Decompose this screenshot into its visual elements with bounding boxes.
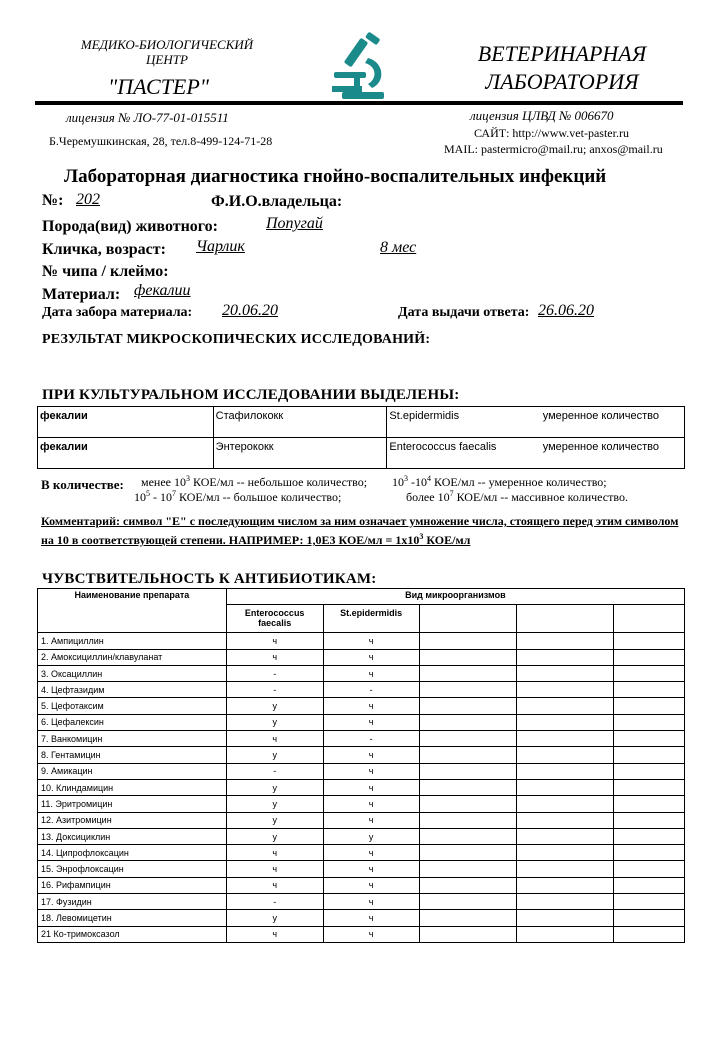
sensitivity-cell: ч [323,649,419,665]
collected-label: Дата забора материала: [42,305,193,320]
license-right: лицензия ЦЛВД № 006670 [470,108,614,123]
qty-text: КОЕ/мл -- большое количество; [176,490,342,504]
culture-species: Enterococcus faecalis [387,438,541,469]
empty-cell [419,845,517,861]
col-drug-header: Наименование препарата [38,589,227,633]
sensitivity-cell: у [226,779,323,795]
sensitivity-cell: - [226,682,323,698]
empty-cell [614,731,685,747]
empty-cell [419,812,517,828]
empty-cell [419,665,517,681]
empty-cell [517,665,614,681]
empty-cell [419,926,517,942]
site-label: САЙТ: [474,126,513,140]
col-group-header: Вид микроорганизмов [226,589,684,605]
empty-cell [517,812,614,828]
sensitivity-cell: - [323,682,419,698]
qty-text: менее 10 [141,475,186,489]
culture-species: St.epidermidis [387,407,541,438]
empty-cell [517,861,614,877]
sensitivity-cell: ч [323,910,419,926]
antibiotic-table [37,588,685,943]
sensitivity-cell: ч [323,812,419,828]
table-row [38,812,685,828]
sensitivity-cell: ч [323,894,419,910]
empty-cell [419,877,517,893]
empty-cell [614,828,685,844]
empty-cell [419,682,517,698]
quantity-label: В количестве: [41,477,124,492]
sensitivity-cell: ч [226,845,323,861]
empty-cell [614,796,685,812]
empty-cell [614,861,685,877]
mail-label: MAIL: [444,142,481,156]
table-row [38,828,685,844]
sensitivity-cell: ч [323,796,419,812]
empty-cell [517,845,614,861]
table-row [38,714,685,730]
sensitivity-cell: ч [323,877,419,893]
empty-cell [614,763,685,779]
drug-name-cell: 11. Эритромицин [38,796,227,812]
empty-cell [419,779,517,795]
org-name: "ПАСТЕР" [108,74,210,99]
table-row [38,698,685,714]
sensitivity-cell: ч [323,926,419,942]
table-row [38,926,685,942]
sensitivity-cell: - [226,763,323,779]
sensitivity-cell: у [226,714,323,730]
sensitivity-cell: ч [323,845,419,861]
culture-heading: ПРИ КУЛЬТУРАЛЬНОМ ИССЛЕДОВАНИИ ВЫДЕЛЕНЫ: [42,387,460,403]
sensitivity-cell: у [226,910,323,926]
drug-name-cell: 1. Ампициллин [38,633,227,649]
table-row [38,633,685,649]
microscope-logo-icon [332,32,394,100]
culture-table [37,406,685,469]
site-link[interactable]: http://www.vet-paster.ru [512,126,629,140]
drug-name-cell: 12. Азитромицин [38,812,227,828]
sensitivity-cell: ч [323,779,419,795]
org-line-1: МЕДИКО-БИОЛОГИЧЕСКИЙ [80,37,254,52]
breed-label: Порода(вид) животного: [42,218,218,235]
qty-text: КОЕ/мл -- массивное количество. [453,490,628,504]
table-row [38,682,685,698]
empty-cell [517,714,614,730]
empty-cell [419,698,517,714]
empty-cell [517,877,614,893]
drug-name-cell: 2. Амоксициллин/клавуланат [38,649,227,665]
empty-cell [614,605,685,633]
empty-cell [614,633,685,649]
table-row [38,894,685,910]
empty-cell [614,682,685,698]
quantity-line-1b [392,474,607,490]
sensitivity-cell: у [226,698,323,714]
empty-cell [614,877,685,893]
empty-cell [614,698,685,714]
sensitivity-cell: у [323,828,419,844]
empty-cell [517,894,614,910]
chip-label: № чипа / клеймо: [42,263,169,280]
drug-name-cell: 7. Ванкомицин [38,731,227,747]
sensitivity-cell: ч [323,747,419,763]
empty-cell [419,796,517,812]
number-label: №: [42,192,64,209]
org-line-2: ЦЕНТР [146,52,188,67]
empty-cell [614,747,685,763]
comment-text: Комментарий: символ "E" с последующим числом за ним означает умножение числа, стоящего перед этим символом на 10 в соответствующей степени. НАПРИМЕР: 1,0E3 КОЕ/мл = 1x10 [41,514,679,547]
table-row [38,779,685,795]
sensitivity-cell: ч [226,649,323,665]
empty-cell [419,747,517,763]
sensitivity-cell: ч [323,633,419,649]
empty-cell [517,633,614,649]
table-row [38,763,685,779]
lab-line-1: ВЕТЕРИНАРНАЯ [477,41,647,66]
qty-sup: 7 [172,489,176,498]
empty-cell [419,763,517,779]
sensitivity-cell: - [226,894,323,910]
table-row [38,649,685,665]
drug-name-cell: 15. Энрофлоксацин [38,861,227,877]
empty-cell [614,779,685,795]
sensitivity-cell: у [226,828,323,844]
table-row [38,910,685,926]
drug-name-cell: 17. Фузидин [38,894,227,910]
empty-cell [517,763,614,779]
drug-name-cell: 6. Цефалексин [38,714,227,730]
table-row [38,407,685,438]
material-label: Материал: [42,286,121,303]
culture-material: фекалии [38,407,214,438]
sensitivity-cell: ч [323,698,419,714]
sensitivity-cell: ч [226,861,323,877]
comment-sup: 3 [419,532,424,541]
table-row [38,438,685,469]
owner-label: Ф.И.О.владельца: [211,193,343,210]
empty-cell [614,714,685,730]
table-header-row [38,589,685,605]
issued-label: Дата выдачи ответа: [398,305,530,320]
address: Б.Черемушкинская, 28, тел.8-499-124-71-28 [49,134,273,148]
drug-name-cell: 8. Гентамицин [38,747,227,763]
issued-value: 26.06.20 [538,302,594,319]
sensitivity-cell: ч [323,763,419,779]
qty-text: КОЕ/мл -- умеренное количество; [431,475,607,489]
empty-cell [517,747,614,763]
lab-title [462,40,662,96]
empty-cell [419,605,517,633]
drug-name-cell: 21 Ко-тримоксазол [38,926,227,942]
sensitivity-cell: у [226,747,323,763]
pet-name-value: Чарлик [196,238,245,255]
sensitivity-cell: у [226,812,323,828]
table-row [38,877,685,893]
table-row [38,747,685,763]
culture-amount: умеренное количество [541,438,685,469]
empty-cell [614,649,685,665]
empty-cell [614,665,685,681]
age-value: 8 мес [380,239,417,256]
lab-line-2: ЛАБОРАТОРИЯ [485,69,639,94]
quantity-line-2a [134,489,341,505]
site-line [474,126,629,141]
table-row [38,845,685,861]
empty-cell [517,779,614,795]
empty-cell [419,714,517,730]
culture-organism: Стафилококк [213,407,387,438]
culture-material: фекалии [38,438,214,469]
empty-cell [614,894,685,910]
sensitivity-cell: ч [226,633,323,649]
drug-name-cell: 16. Рифампицин [38,877,227,893]
empty-cell [517,605,614,633]
empty-cell [419,910,517,926]
pet-name-label: Кличка, возраст: [42,241,166,258]
empty-cell [419,894,517,910]
quantity-line-2b [406,489,628,505]
empty-cell [517,698,614,714]
empty-cell [517,796,614,812]
qty-text: 10 [392,475,404,489]
table-row [38,796,685,812]
col-organism-1: Enterococcus faecalis [226,605,323,633]
mail-link[interactable]: pastermicro@mail.ru; anxos@mail.ru [481,142,663,156]
empty-cell [614,926,685,942]
empty-cell [419,731,517,747]
qty-text: 10 [134,490,146,504]
empty-cell [419,649,517,665]
comment [41,514,686,548]
org-name-block [62,37,272,67]
number-value: 202 [76,191,100,208]
culture-organism: Энтерококк [213,438,387,469]
sensitivity-cell: у [226,796,323,812]
qty-sup: 7 [449,489,454,498]
qty-text: - 10 [150,490,172,504]
qty-sup: 3 [404,474,408,483]
qty-text: КОЕ/мл -- небольшое количество; [190,475,368,489]
empty-cell [517,910,614,926]
qty-sup: 4 [427,474,431,483]
empty-cell [419,633,517,649]
license-left: лицензия № ЛО-77-01-015511 [66,110,229,125]
empty-cell [614,812,685,828]
drug-name-cell: 4. Цефтазидим [38,682,227,698]
empty-cell [614,845,685,861]
header-divider [35,101,683,105]
micro-heading: РЕЗУЛЬТАТ МИКРОСКОПИЧЕСКИХ ИССЛЕДОВАНИЙ: [42,332,431,347]
drug-name-cell: 13. Доксициклин [38,828,227,844]
drug-name-cell: 5. Цефотаксим [38,698,227,714]
sensitivity-cell: ч [226,731,323,747]
culture-amount: умеренное количество [541,407,685,438]
qty-sup: 3 [186,474,190,483]
quantity-line-1a [141,474,367,490]
sensitivity-cell: ч [323,714,419,730]
table-row [38,861,685,877]
empty-cell [419,828,517,844]
drug-name-cell: 9. Амикацин [38,763,227,779]
qty-text: более 10 [406,490,450,504]
comment-text: КОЕ/мл [423,533,471,547]
empty-cell [517,926,614,942]
empty-cell [517,649,614,665]
material-value: фекалии [134,282,191,299]
page-title: Лабораторная диагностика гнойно-воспалительных инфекций [64,166,607,187]
drug-name-cell: 18. Левомицетин [38,910,227,926]
table-row [38,731,685,747]
sensitivity-cell: ч [323,665,419,681]
sensitivity-cell: ч [323,861,419,877]
sensitivity-cell: ч [226,926,323,942]
sensitivity-cell: ч [226,877,323,893]
empty-cell [517,682,614,698]
drug-name-cell: 3. Оксациллин [38,665,227,681]
col-organism-2: St.epidermidis [323,605,419,633]
drug-name-cell: 10. Клиндамицин [38,779,227,795]
drug-name-cell: 14. Ципрофлоксацин [38,845,227,861]
mail-line [444,142,663,157]
empty-cell [614,910,685,926]
qty-text: -10 [408,475,427,489]
table-row [38,665,685,681]
sensitivity-heading: ЧУВСТВИТЕЛЬНОСТЬ К АНТИБИОТИКАМ: [42,571,377,587]
breed-value: Попугай [266,215,323,232]
empty-cell [419,861,517,877]
empty-cell [517,828,614,844]
sensitivity-cell: - [226,665,323,681]
sensitivity-cell: - [323,731,419,747]
empty-cell [517,731,614,747]
qty-sup: 5 [146,489,150,498]
collected-value: 20.06.20 [222,302,278,319]
